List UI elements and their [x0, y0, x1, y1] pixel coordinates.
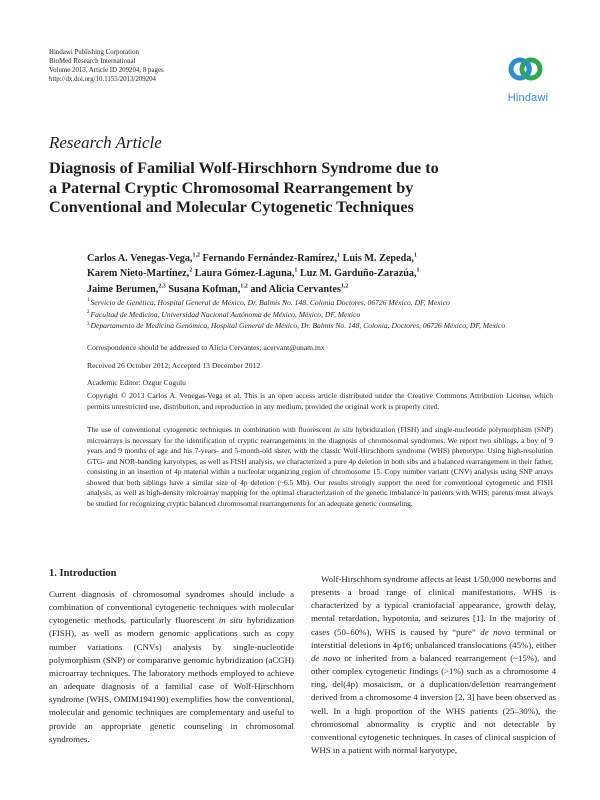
author-line — [87, 266, 587, 281]
author-name: Luis M. Zepeda, — [340, 253, 414, 264]
abstract-italic: in situ — [333, 425, 354, 434]
author-name: Laura Gómez-Laguna, — [192, 268, 295, 280]
author-affil-ref: 1 — [413, 252, 417, 259]
journal-header — [49, 48, 309, 84]
title-line: Diagnosis of Familial Wolf-Hirschhorn Syndrome due to — [49, 159, 439, 177]
copyright-notice: Copyright © 2013 Carlos A. Venegas-Vega et al. This is an open access article distributed under the Creative Commons Attribution License, which permits unrestricted use, distribution, and reproduction in any medium, provided the original work is properly cited. — [87, 391, 553, 411]
author-affil-ref: 1,2 — [192, 252, 200, 259]
author-name: Susana Kofman, — [165, 283, 241, 295]
body-text: or inherited from a balanced rearrangement (~15%), and other complex cytogenetic findings (>1%) such as a chromosome 4 ring, del(4p) mosaicism, or a duplication/deletion rearrangement derived from a chromosome 4 inversion [2, 3] have been observed as well. In a high proportion of the WHS patients (25–30%), the chromosomal abnormality is cryptic and not detectable by conventional cytogenetic techniques. In cases of clinical suspicion of WHS in a patient with normal karyotype, — [311, 652, 556, 756]
author-affil-ref: 1,2 — [240, 283, 248, 290]
author-name: Fernando Fernández-Ramírez, — [199, 253, 338, 264]
title-line: Conventional and Molecular Cytogenetic Techniques — [49, 198, 414, 216]
affiliation-list — [87, 297, 587, 332]
author-affil-ref: 1,2 — [340, 283, 349, 290]
author-name: Luz M. Garduño-Zarazúa, — [297, 268, 417, 280]
affiliation-text: Departamento de Medicina Genómica, Hospital General de México, Dr. Balmis No. 148, Colonia, Doctores, 06726 México, DF, Mexico — [90, 321, 506, 331]
intro-paragraph — [311, 573, 556, 757]
intro-paragraph — [49, 588, 294, 746]
author-affil-ref: 2,3 — [158, 283, 166, 290]
affiliation-text: Servicio de Genética, Hospital General de México, Dr. Balmis No. 148, Colonia Doctores, 06726 México, DF, Mexico — [90, 298, 450, 307]
body-italic: de novo — [311, 652, 341, 663]
abstract-text: The use of conventional cytogenetic techniques in combination with fluorescent — [87, 425, 334, 434]
author-line — [87, 251, 587, 266]
doi-link[interactable]: http://dx.doi.org/10.1155/2013/209204 — [49, 76, 156, 83]
author-name: and Alicia Cervantes — [247, 283, 341, 295]
abstract-text: hybridization (FISH) and single-nucleotide polymorphism (SNP) microarrays is necessary for the identification of cryptic rearrangements in the diagnosis of chromosomal syndromes. We report two siblings, a boy of 9 years and 9 months of age and his 7-years- and 5-month-old sister, with the classic Wolf-Hirschhorn syndrome (WHS) phenotype. Using high-resolution GTG- and NOR-banding karyotypes, as well as FISH analysis, we characterized a pure 4p deletion in both sibs and a balanced rearrangement in their father, consisting in an insertion of 4p material within a nucleolar organizing region of chromosome 15. Copy number variant (CNV) analysis using SNP arrays showed that both siblings have a similar size of 4p deletion (~6.5 Mb). Our results strongly support the need for conventional cytogenetic and FISH analysis, as well as high-density microarray mapping for the optimal characterization of the genetic imbalance in patients with WHS; parents must always be studied for recognizing cryptic balanced chromosomal rearrangements for an adequate genetic counseling. — [87, 425, 553, 508]
author-affil-ref: 2 — [189, 268, 193, 275]
affiliation-item — [87, 320, 587, 332]
body-text: hybridization (FISH), as well as modern genomic applications such as copy number variations (CNVs) analysis by single-nucleotide polymorphism (SNP) or comparative genomic hybridization (aCGH) microarray techniques. The laboratory methods employed to achieve an adequate diagnosis of a familial case of Wolf-Hirschhorn syndrome (WHS, OMIM194190) exemplifies how the conventional, molecular and genomic techniques are complementary and useful to provide an appropriate genetic counseling in chromosomal syndromes. — [49, 615, 294, 744]
publisher-name: Hindawi Publishing Corporation — [49, 49, 139, 56]
journal-name: BioMed Research International — [49, 58, 136, 65]
body-text: terminal or interstitial deletions in 4p16; unbalanced translocations (45%), either — [311, 626, 557, 650]
hindawi-logo-text: Hindawi — [507, 92, 549, 104]
body-italic: in situ — [218, 615, 243, 626]
body-italic: de novo — [480, 626, 511, 637]
volume-info: Volume 2013, Article ID 209204, 8 pages — [49, 67, 164, 74]
affiliation-number: 3 — [87, 321, 90, 327]
correspondence: Correspondence should be addressed to Alicia Cervantes; acervant@unam.mx — [87, 343, 325, 352]
affiliation-text: Facultad de Medicina, Universidad Nacional Autónoma de México, México, DF, Mexico — [90, 309, 361, 319]
affiliation-item — [87, 297, 587, 309]
author-affil-ref: 1 — [416, 268, 420, 275]
author-list — [87, 251, 587, 297]
body-text: Current diagnosis of chromosomal syndromes should include a combination of conventional cytogenetic techniques with molecular cytogenetic methods, particularly fluorescent — [49, 589, 294, 626]
affiliation-item — [87, 309, 587, 321]
received-dates: Received 26 October 2012; Accepted 13 December 2012 — [87, 361, 261, 370]
author-name: Jaime Berumen, — [87, 283, 159, 295]
affiliation-number: 1 — [87, 298, 90, 304]
author-name: Carlos A. Venegas-Vega, — [87, 253, 193, 264]
academic-editor: Academic Editor: Ozgur Cogulu — [87, 378, 186, 387]
intro-left-column — [49, 588, 294, 746]
article-type: Research Article — [49, 133, 162, 152]
affiliation-number: 2 — [87, 310, 90, 316]
article-title — [49, 159, 569, 218]
author-name: Karem Nieto-Martínez, — [87, 268, 190, 280]
intro-right-column — [311, 573, 556, 757]
author-line — [87, 282, 587, 297]
section-heading-introduction: 1. Introduction — [49, 568, 117, 579]
author-affil-ref: 1 — [337, 252, 341, 259]
body-text: Wolf-Hirschhorn syndrome affects at least 1/50,000 newborns and presents a broad range of clinical manifestations. WHS is characterized by a typical craniofacial appearance, growth delay, mental retardation, hypotonia, and seizures [1]. In the majority of cases (50–60%), WHS is caused by “pure” — [311, 574, 556, 637]
author-affil-ref: 1 — [294, 268, 298, 275]
abstract — [87, 425, 553, 509]
title-line: a Paternal Cryptic Chromosomal Rearrangement by — [49, 178, 414, 197]
